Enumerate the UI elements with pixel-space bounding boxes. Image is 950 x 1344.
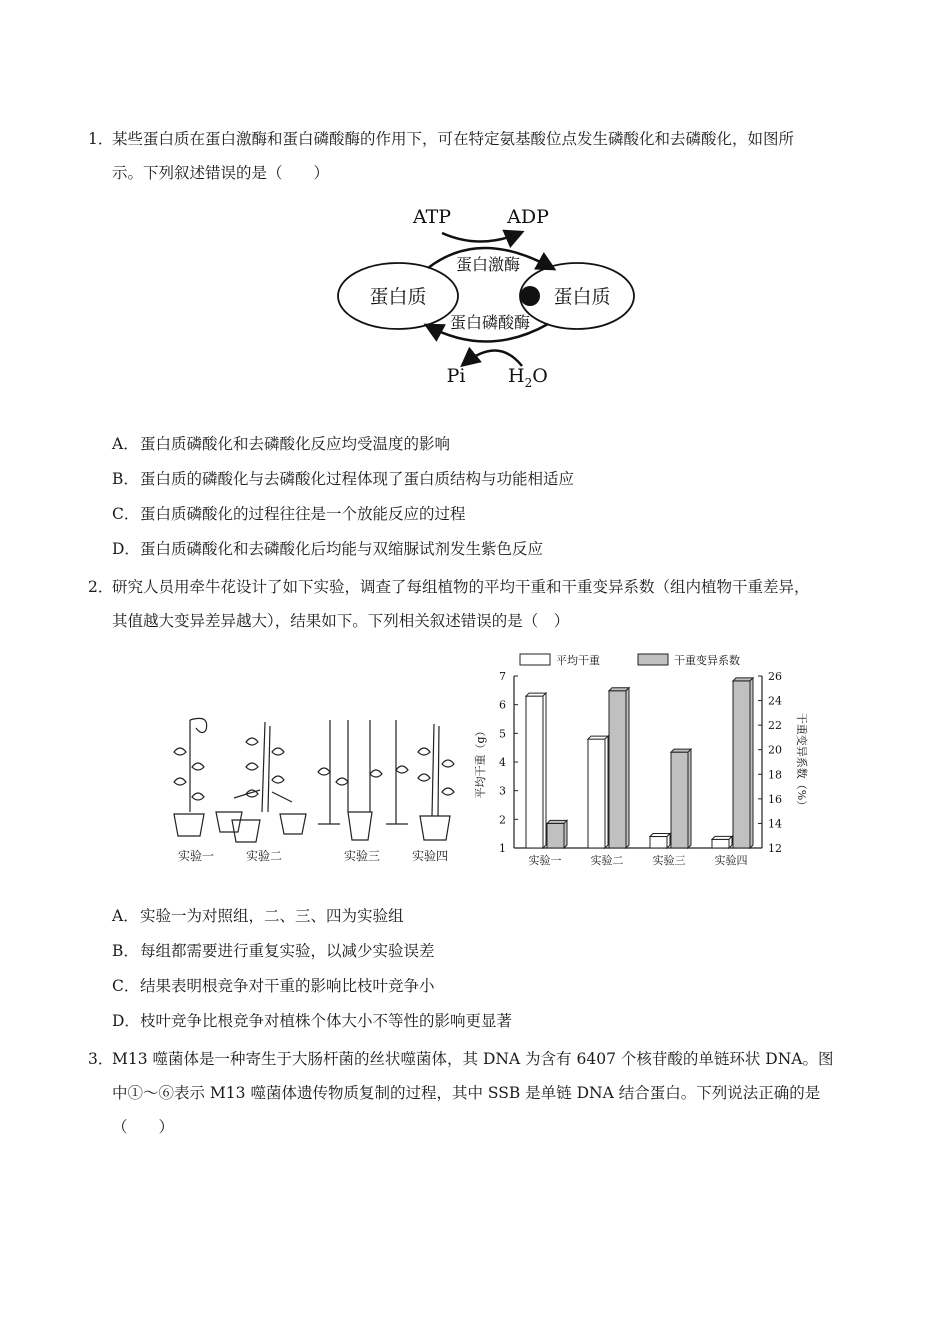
- question-1: [88, 124, 868, 188]
- question-stem-line: 研究人员用牵牛花设计了如下实验，调查了每组植物的平均干重和干重变异系数（组内植物干重差异，: [112, 578, 810, 596]
- y-tick-label: 7: [499, 670, 506, 683]
- question-stem-line: 示。下列叙述错误的是（ ）: [112, 164, 330, 182]
- legend-label: 干重变异系数: [674, 654, 740, 667]
- experiment-four-plants: [418, 724, 454, 840]
- plant-label: 实验二: [245, 849, 283, 863]
- phosphate-group: [520, 286, 540, 306]
- y2-tick-label: 12: [768, 842, 782, 855]
- bar-dry-weight-variation-side: [564, 820, 567, 848]
- option-c[interactable]: C．结果表明根竞争对干重的影响比枝叶竞争小: [112, 977, 435, 995]
- question-number: 1．: [88, 130, 114, 148]
- y-tick-label: 6: [499, 698, 506, 712]
- bar-average-dry-weight: [650, 837, 667, 848]
- y2-tick-label: 26: [768, 670, 782, 683]
- experiment-one-plant: [174, 718, 207, 836]
- y-axis-title: 平均干重（g）: [474, 725, 487, 799]
- y-tick-label: 5: [499, 727, 506, 741]
- bar-average-dry-weight-side: [667, 834, 670, 848]
- y2-axis-title: 干重变异系数（%）: [795, 712, 808, 812]
- question-number: 2．: [88, 578, 114, 596]
- plant-label: 实验一: [177, 849, 215, 863]
- y2-tick-label: 16: [768, 792, 782, 806]
- question-stem-line: 中①～⑥表示 M13 噬菌体遗传物质复制的过程，其中 SSB 是单链 DNA 结合蛋白。下列说法正确的是: [112, 1084, 821, 1102]
- kinase-label: 蛋白激酶: [455, 255, 521, 274]
- option-b[interactable]: B．每组都需要进行重复实验，以减少实验误差: [112, 942, 435, 960]
- y-tick-label: 3: [499, 784, 506, 798]
- bar-dry-weight-variation-side: [688, 749, 691, 848]
- y2-tick-label: 24: [768, 694, 782, 708]
- bar-average-dry-weight-side: [605, 736, 608, 848]
- question-stem-line: M13 噬菌体是一种寄生于大肠杆菌的丝状噬菌体，其 DNA 为含有 6407 个核苷酸的单链环状 DNA。图: [112, 1050, 834, 1068]
- bar-dry-weight-variation-side: [626, 688, 629, 848]
- y2-tick-label: 18: [768, 768, 782, 782]
- y2-tick-label: 22: [768, 719, 782, 733]
- question-number: 3．: [88, 1050, 114, 1068]
- bar-average-dry-weight: [712, 839, 729, 848]
- pi-label: Pi: [446, 365, 466, 387]
- bar-dry-weight-variation-side: [750, 678, 753, 848]
- water-to-pi-arrow: [464, 350, 522, 366]
- legend-swatch: [520, 654, 550, 665]
- y2-tick-label: 20: [768, 743, 782, 757]
- bar-average-dry-weight-side: [543, 693, 546, 848]
- option-c[interactable]: C．蛋白质磷酸化的过程往往是一个放能反应的过程: [112, 505, 466, 523]
- plant-label: 实验四: [411, 849, 449, 863]
- protein-left-label: 蛋白质: [369, 286, 427, 308]
- bar-average-dry-weight: [588, 739, 605, 848]
- y2-tick-label: 14: [768, 817, 782, 831]
- phosphatase-label: 蛋白磷酸酶: [449, 313, 531, 332]
- phosphorylation-diagram: [330, 198, 640, 398]
- legend-swatch: [638, 654, 668, 665]
- x-tick-label: 实验四: [714, 854, 748, 867]
- legend-label: 平均干重: [556, 654, 600, 667]
- y-tick-label: 4: [499, 756, 506, 769]
- bar-dry-weight-variation: [547, 823, 564, 848]
- bar-dry-weight-variation: [733, 681, 750, 848]
- x-tick-label: 实验二: [590, 854, 624, 867]
- plant-experiment-illustration: [160, 712, 460, 867]
- plant-label: 实验三: [343, 849, 381, 863]
- y-tick-label: 2: [499, 813, 506, 827]
- option-a[interactable]: A．蛋白质磷酸化和去磷酸化反应均受温度的影响: [112, 435, 451, 453]
- question-stem-line: 某些蛋白质在蛋白激酶和蛋白磷酸酶的作用下，可在特定氨基酸位点发生磷酸化和去磷酸化，如图所: [112, 130, 795, 148]
- x-tick-label: 实验三: [652, 854, 686, 867]
- option-b[interactable]: B．蛋白质的磷酸化与去磷酸化过程体现了蛋白质结构与功能相适应: [112, 470, 575, 488]
- y-tick-label: 1: [499, 842, 506, 855]
- question-stem-line: 其值越大变异差异越大），结果如下。下列相关叙述错误的是（ ）: [112, 612, 570, 630]
- water-label: $H_2O$: [508, 365, 548, 390]
- option-d[interactable]: D．蛋白质磷酸化和去磷酸化后均能与双缩脲试剂发生紫色反应: [112, 540, 544, 558]
- dry-weight-bar-chart: [468, 648, 808, 870]
- bar-dry-weight-variation: [609, 691, 626, 848]
- option-a[interactable]: A．实验一为对照组，二、三、四为实验组: [112, 907, 404, 925]
- atp-label: ATP: [412, 206, 452, 228]
- bar-dry-weight-variation: [671, 752, 688, 848]
- question-2: [88, 572, 868, 636]
- question-stem-line: （ ）: [112, 1118, 175, 1136]
- experiment-two-plants: [216, 722, 306, 842]
- protein-right-label: 蛋白质: [553, 286, 611, 308]
- experiment-three-plants: [318, 720, 408, 840]
- atp-to-adp-arrow: [442, 233, 520, 242]
- x-tick-label: 实验一: [528, 854, 562, 867]
- option-d[interactable]: D．枝叶竞争比根竞争对植株个体大小不等性的影响更显著: [112, 1012, 513, 1030]
- bar-average-dry-weight: [526, 696, 543, 848]
- question-3: [88, 1044, 868, 1142]
- adp-label: ADP: [507, 206, 549, 228]
